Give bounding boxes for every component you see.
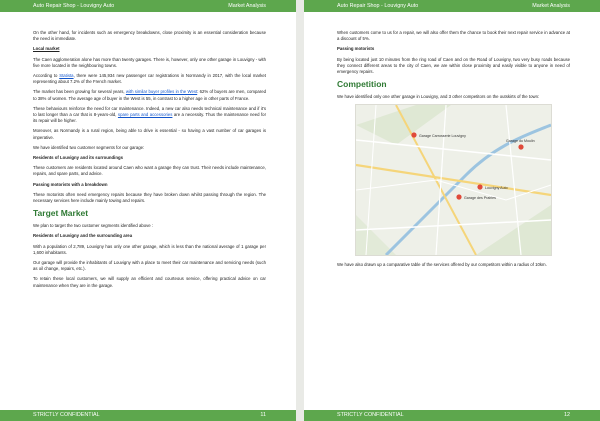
paragraph: We plan to target the two customer segments identified above : bbox=[33, 223, 154, 229]
map-label: Garage Carrosserie Louvigny bbox=[419, 134, 466, 139]
buyer-profiles-link[interactable]: with similar buyer profiles in the West bbox=[125, 89, 198, 95]
paragraph: We have identified only one other garage in Louvigny, and 3 other competitors on the outskirts of the town: bbox=[337, 94, 540, 100]
map-label: Garage des Prairies bbox=[464, 196, 496, 201]
page-number: 11 bbox=[260, 412, 266, 418]
page-footer bbox=[0, 410, 296, 421]
paragraph: These behaviours reinforce the need for car maintenance. Indeed, a new car also needs technical maintenance and if it's to last longer than a car that is 8-years-old, spare parts and accessories are a necessity. Thus the maintenance need for its repair will be higher. bbox=[33, 105, 267, 124]
footer-label: STRICTLY CONFIDENTIAL bbox=[337, 412, 404, 418]
page-footer bbox=[304, 410, 600, 421]
page-number: 12 bbox=[564, 412, 570, 418]
heading-target-market: Target Market bbox=[33, 208, 89, 219]
footer-label: STRICTLY CONFIDENTIAL bbox=[33, 412, 100, 418]
header-section: Market Analysis bbox=[532, 3, 570, 9]
map-pin-icon[interactable] bbox=[518, 145, 523, 150]
page-right bbox=[304, 0, 600, 421]
map-pin-icon[interactable] bbox=[477, 185, 482, 190]
page-body bbox=[337, 30, 570, 273]
header-title: Auto Repair Shop - Louvigny Auto bbox=[337, 3, 419, 9]
competitor-map[interactable] bbox=[355, 104, 552, 256]
subheading-local-market: Local market bbox=[33, 46, 60, 52]
spare-parts-link[interactable]: spare parts and accessories bbox=[117, 112, 173, 118]
paragraph: We have identified two customer segments for our garage: bbox=[33, 144, 145, 150]
paragraph: When customers come to us for a repair, we will also offer them the chance to book their next repair service in advance at a discount of 5%. bbox=[337, 30, 570, 42]
paragraph: The market has been growing for several years, with similar buyer profiles in the West: 62% of buyers are men, compared to 38% of women. The average age of buyer in the West is 55, in contrast to a higher age in other parts of France. bbox=[33, 89, 266, 101]
page-body bbox=[33, 30, 266, 293]
header-section: Market Analysis bbox=[228, 3, 266, 9]
map-graphic bbox=[356, 105, 551, 255]
segment-title: Residents of Louvigny and the surrounding area bbox=[33, 233, 133, 239]
heading-competition: Competition bbox=[337, 79, 387, 90]
page-header bbox=[0, 0, 296, 12]
subheading-passing-motorists: Passing motorists bbox=[337, 46, 375, 52]
paragraph: Moreover, as Normandy is a rural region, being able to drive is essential - so having a vast number of car garages is imperative. bbox=[33, 128, 266, 140]
paragraph: On the other hand, for incidents such as emergency breakdowns, close proximity is an essential consideration because the need is immediate. bbox=[33, 30, 266, 42]
paragraph: According to Statista, there were 145,934 new passenger car registrations in Normandy in 2017, with the local market representing about 7.2% of the French market. bbox=[33, 73, 266, 85]
map-label: Louvigny Auto bbox=[485, 186, 508, 191]
paragraph: The Caen agglomeration alone has more than twenty garages. There is, however, only one other garage in Louvigny - with five more located in the neighbouring towns. bbox=[33, 56, 266, 68]
paragraph: By being located just 10 minutes from the ring road of Caen and on the Road of Louvigny, two very busy roads because they connect different areas to the city of Caen, we are within close proximity and easily visible to anyone in need of emergency repairs. bbox=[337, 56, 570, 75]
segment-title: Passing motorists with a breakdown bbox=[33, 181, 108, 187]
paragraph: To retain these local customers, we will supply an efficient and courteous service, offering practical advice on car maintenance when they are in the garage. bbox=[33, 276, 266, 288]
page-left bbox=[0, 0, 296, 421]
paragraph: With a population of 2,789, Louvigny has only one other garage, which is less than the national average of 1 garage per 1,600 inhabitants. bbox=[33, 243, 266, 255]
map-pin-icon[interactable] bbox=[411, 133, 416, 138]
paragraph: Our garage will provide the inhabitants of Louvigny with a place to meet their car maintenance and servicing needs (such as oil change, repairs, etc.). bbox=[33, 260, 266, 272]
map-label: Garage du Moulin bbox=[506, 139, 535, 144]
header-title: Auto Repair Shop - Louvigny Auto bbox=[33, 3, 115, 9]
segment-title: Residents of Louvigny and its surroundings bbox=[33, 155, 124, 161]
paragraph: These customers are residents located around Caen who want a garage they can trust. Their needs include maintenance, repairs, and spare parts, and advice. bbox=[33, 165, 266, 177]
page-header bbox=[304, 0, 600, 12]
paragraph: These motorists often need emergency repairs because they have broken down whilst passing through the region. The necessary services here include mainly towing and repairs. bbox=[33, 191, 266, 204]
map-pin-icon[interactable] bbox=[456, 195, 461, 200]
paragraph: We have also drawn up a comparative table of the services offered by our competitors within a radius of 10km. bbox=[337, 262, 547, 268]
statista-link[interactable]: Statista bbox=[59, 73, 74, 79]
